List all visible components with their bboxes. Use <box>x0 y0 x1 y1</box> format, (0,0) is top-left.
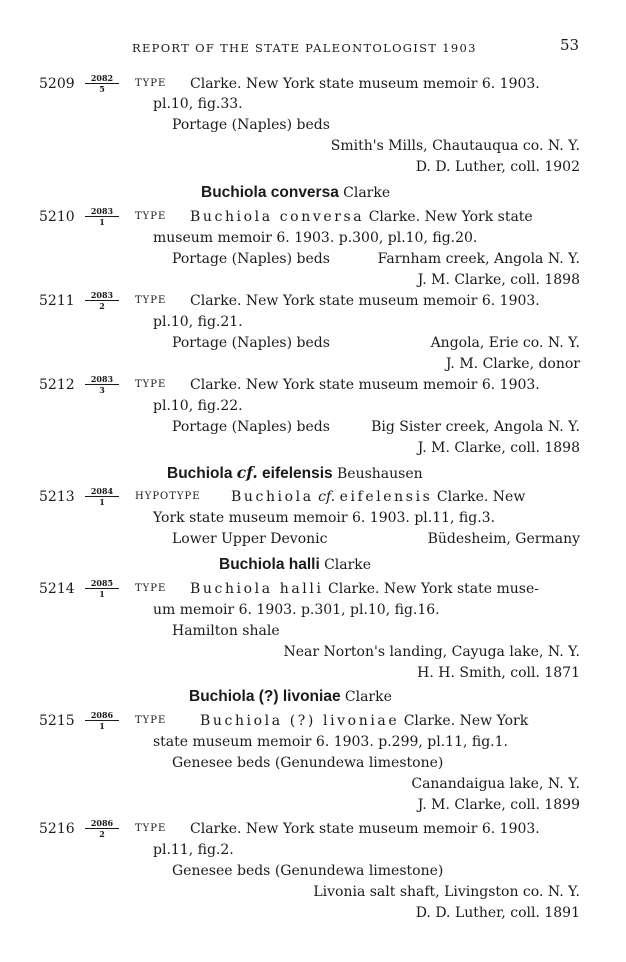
specimen-kind: TYPE <box>135 379 167 390</box>
citation-line: state museum memoir 6. 1903. p.299, pl.11, fig.1. <box>153 734 508 750</box>
locality: Farnham creek, Angola N. Y. <box>377 251 580 267</box>
specimen-kind: TYPE <box>135 715 167 726</box>
citation-line: Buchiola (?) livoniae Clarke. New York <box>200 713 529 729</box>
citation-line: pl.10, fig.22. <box>153 398 243 414</box>
specimen-kind: TYPE <box>135 295 167 306</box>
catalog-number: 5214 <box>39 581 75 597</box>
catalog-number: 5215 <box>39 713 75 729</box>
citation-line: Buchiola conversa Clarke. New York state <box>190 209 533 225</box>
specimen-fraction: $\frac{2083}{1}$ <box>85 207 119 226</box>
formation: Portage (Naples) beds <box>172 117 330 133</box>
catalog-number: 5216 <box>39 821 75 837</box>
locality: Büdesheim, Germany <box>427 531 580 547</box>
citation-line: Clarke. New York state museum memoir 6. 1903. <box>190 76 540 92</box>
specimen-fraction: $\frac{2086}{1}$ <box>85 711 119 730</box>
locality: Big Sister creek, Angola N. Y. <box>371 419 580 435</box>
formation: Genesee beds (Genundewa limestone) <box>172 863 444 879</box>
citation-line: York state museum memoir 6. 1903. pl.11, fig.3. <box>153 510 496 526</box>
collector: J. M. Clarke, coll. 1898 <box>417 272 580 288</box>
citation-line: Buchiola cf. eifelensis Clarke. New <box>231 489 526 505</box>
catalog-number: 5212 <box>39 377 75 393</box>
specimen-fraction: $\frac{2086}{2}$ <box>85 819 119 838</box>
formation: Hamilton shale <box>172 623 280 639</box>
formation: Portage (Naples) beds <box>172 251 330 267</box>
citation-line: um memoir 6. 1903. p.301, pl.10, fig.16. <box>153 602 440 618</box>
citation-line: pl.10, fig.21. <box>153 314 243 330</box>
citation-line: Clarke. New York state museum memoir 6. 1903. <box>190 377 540 393</box>
species-heading: Buchiola cf. eifelensis Beushausen <box>167 463 423 482</box>
formation: Genesee beds (Genundewa limestone) <box>172 755 444 771</box>
specimen-fraction: $\frac{2083}{3}$ <box>85 375 119 394</box>
formation: Lower Upper Devonic <box>172 531 328 547</box>
formation: Portage (Naples) beds <box>172 419 330 435</box>
running-header: REPORT OF THE STATE PALEONTOLOGIST 1903 <box>132 41 477 55</box>
collector: J. M. Clarke, coll. 1898 <box>417 440 580 456</box>
locality: Near Norton's landing, Cayuga lake, N. Y. <box>283 644 580 660</box>
specimen-fraction: $\frac{2083}{2}$ <box>85 291 119 310</box>
locality: Angola, Erie co. N. Y. <box>430 335 580 351</box>
citation-line: pl.11, fig.2. <box>153 842 234 858</box>
citation-line: Clarke. New York state museum memoir 6. 1903. <box>190 293 540 309</box>
specimen-kind: TYPE <box>135 823 167 834</box>
locality: Smith's Mills, Chautauqua co. N. Y. <box>330 138 580 154</box>
specimen-fraction: $\frac{2082}{5}$ <box>85 74 119 93</box>
citation-line: pl.10, fig.33. <box>153 96 243 112</box>
species-heading: Buchiola conversa Clarke <box>201 184 391 201</box>
catalog-number: 5209 <box>39 76 75 92</box>
page-number: 53 <box>560 36 580 54</box>
locality: Livonia salt shaft, Livingston co. N. Y. <box>313 884 580 900</box>
citation-line: Buchiola halli Clarke. New York state muse- <box>190 581 539 597</box>
collector: J. M. Clarke, coll. 1899 <box>417 797 580 813</box>
formation: Portage (Naples) beds <box>172 335 330 351</box>
specimen-fraction: $\frac{2084}{1}$ <box>85 487 119 506</box>
specimen-kind: TYPE <box>135 211 167 222</box>
species-heading: Buchiola (?) livoniae Clarke <box>189 688 392 705</box>
catalog-number: 5213 <box>39 489 75 505</box>
specimen-kind: HYPOTYPE <box>135 491 201 502</box>
collector: D. D. Luther, coll. 1891 <box>415 905 580 921</box>
catalog-number: 5210 <box>39 209 75 225</box>
collector: D. D. Luther, coll. 1902 <box>415 159 580 175</box>
collector: J. M. Clarke, donor <box>445 356 580 372</box>
citation-line: museum memoir 6. 1903. p.300, pl.10, fig.20. <box>153 230 478 246</box>
collector: H. H. Smith, coll. 1871 <box>417 665 580 681</box>
locality: Canandaigua lake, N. Y. <box>411 776 580 792</box>
specimen-kind: TYPE <box>135 583 167 594</box>
specimen-fraction: $\frac{2085}{1}$ <box>85 579 119 598</box>
species-heading: Buchiola halli Clarke <box>219 556 372 573</box>
specimen-kind: TYPE <box>135 78 167 89</box>
citation-line: Clarke. New York state museum memoir 6. 1903. <box>190 821 540 837</box>
catalog-number: 5211 <box>39 293 75 309</box>
